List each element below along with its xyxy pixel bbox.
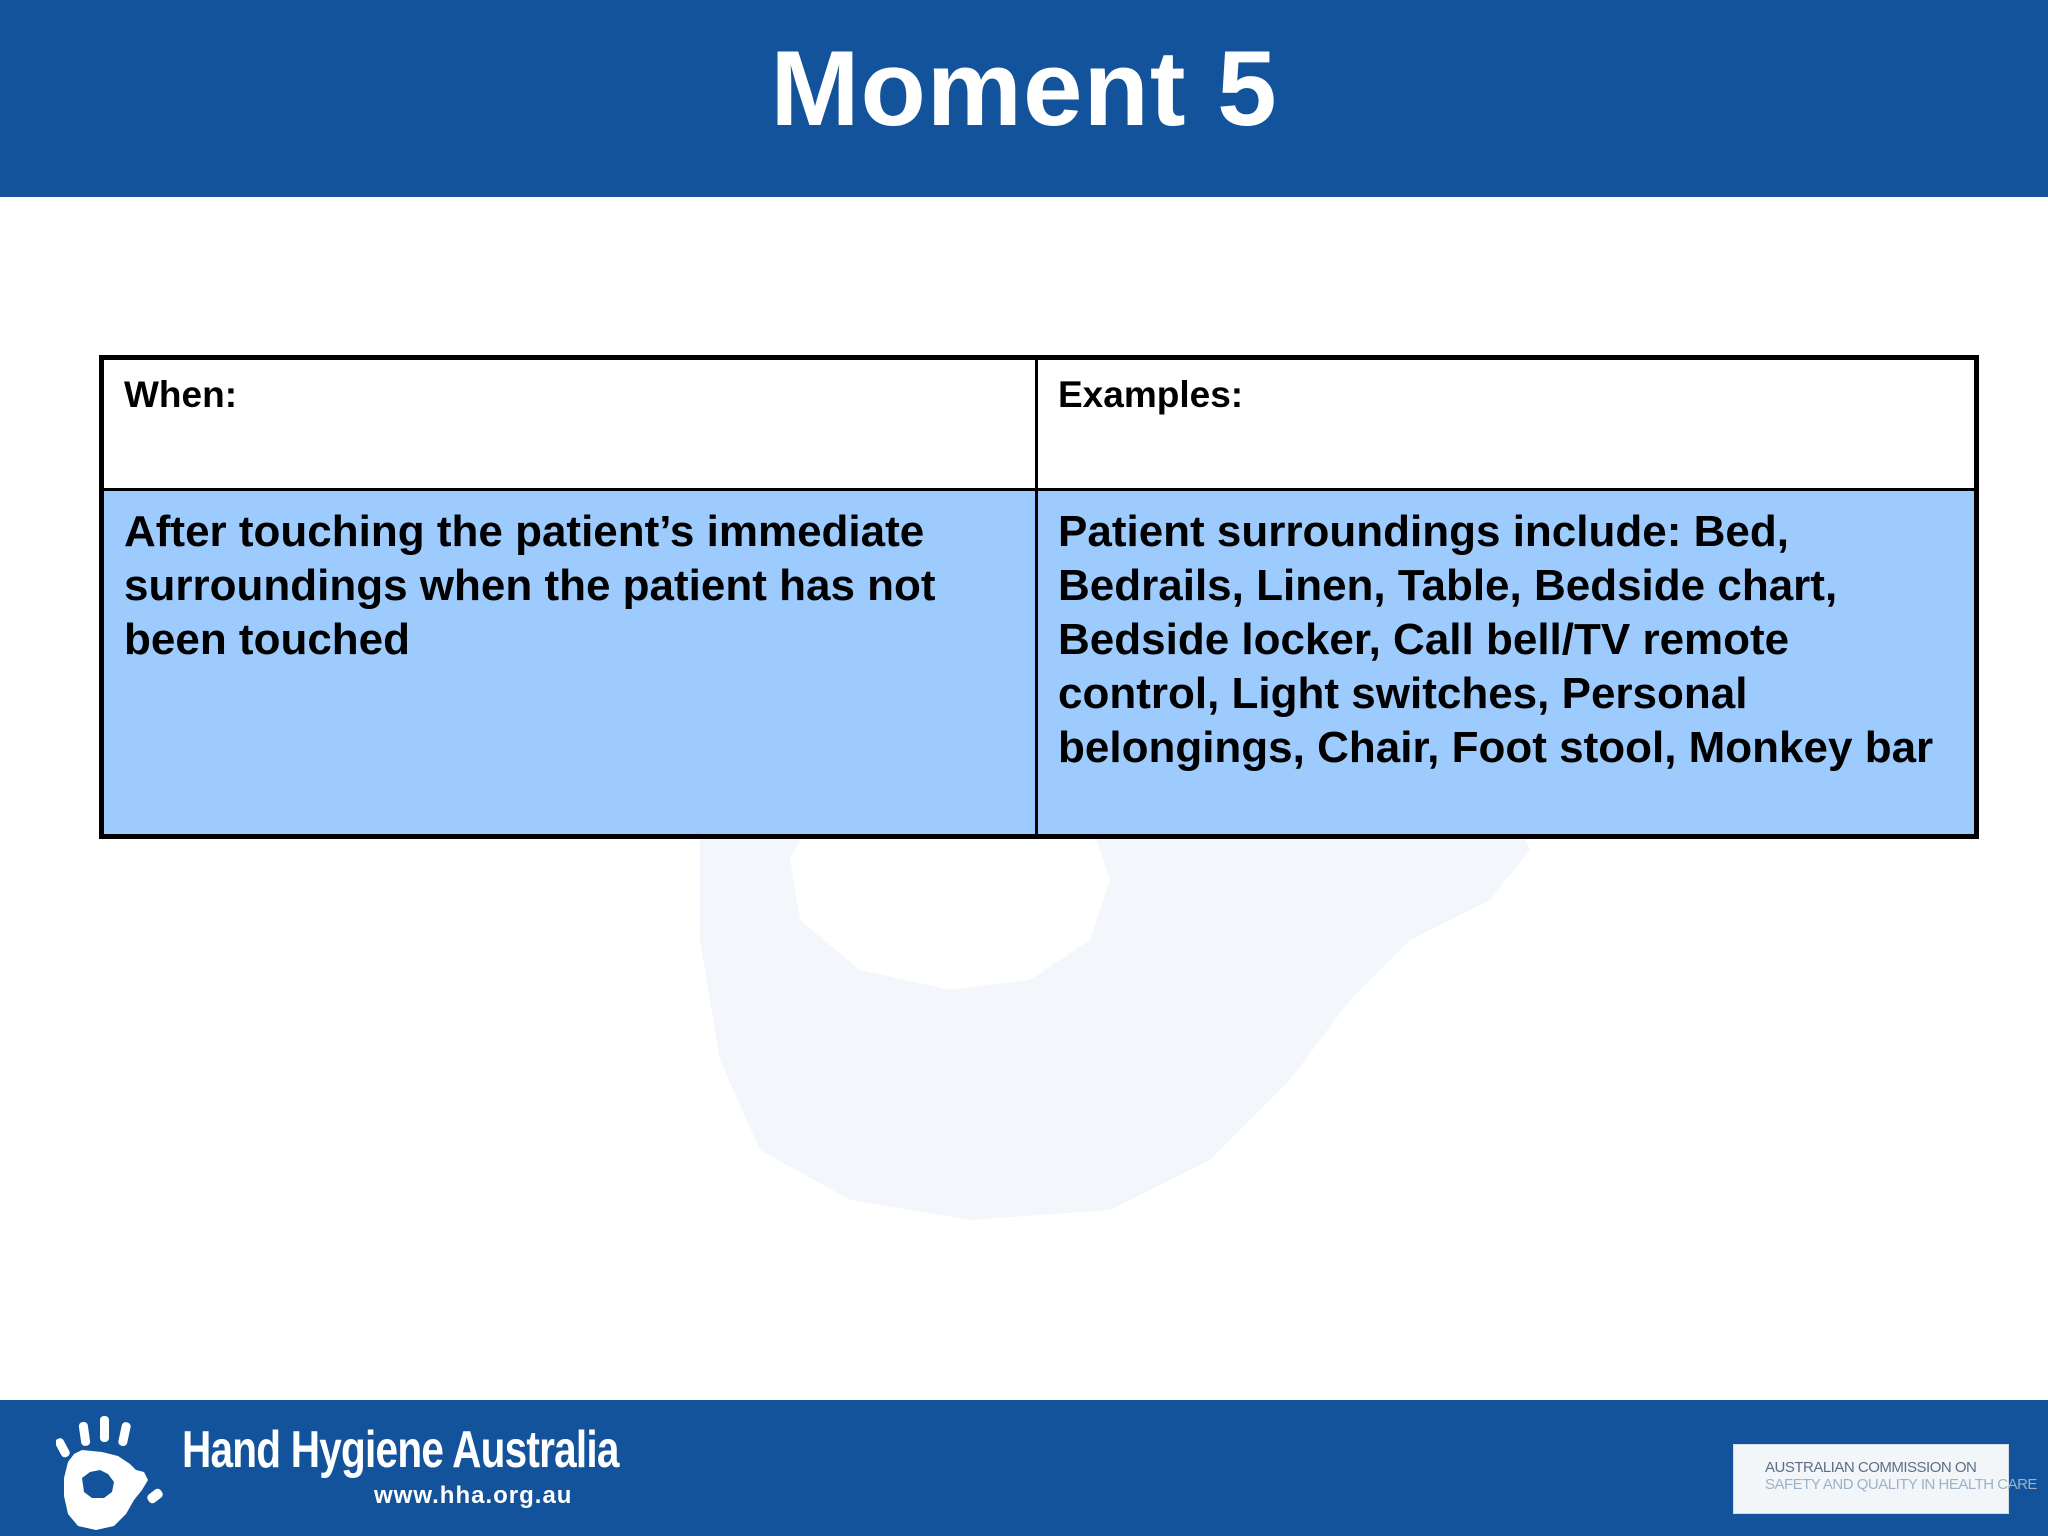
brand-url: www.hha.org.au bbox=[374, 1482, 573, 1509]
table-cell-examples: Patient surroundings include: Bed, Bedrails, Linen, Table, Bedside chart, Bedside locker, Call bell/TV remote control, Light switches, Personal belongings, Chair, Foot stool, Monkey bar bbox=[1038, 491, 1974, 834]
slide-title: Moment 5 bbox=[770, 28, 1278, 148]
moment-table bbox=[99, 355, 1979, 839]
column-header-when: When: bbox=[104, 360, 1038, 491]
table-cell-when: After touching the patient’s immediate surroundings when the patient has not been touched bbox=[104, 491, 1038, 834]
brand-name: Hand Hygiene Australia bbox=[182, 1421, 619, 1479]
commission-logo-line2: SAFETY AND QUALITY IN HEALTH CARE bbox=[1765, 1476, 2037, 1493]
commission-logo bbox=[1733, 1444, 2037, 1514]
commission-logo-line1: AUSTRALIAN COMMISSION ON bbox=[1765, 1459, 1977, 1476]
column-header-examples: Examples: bbox=[1038, 360, 1974, 491]
hand-print-logo-icon bbox=[56, 1404, 176, 1532]
title-bar bbox=[0, 0, 2048, 197]
